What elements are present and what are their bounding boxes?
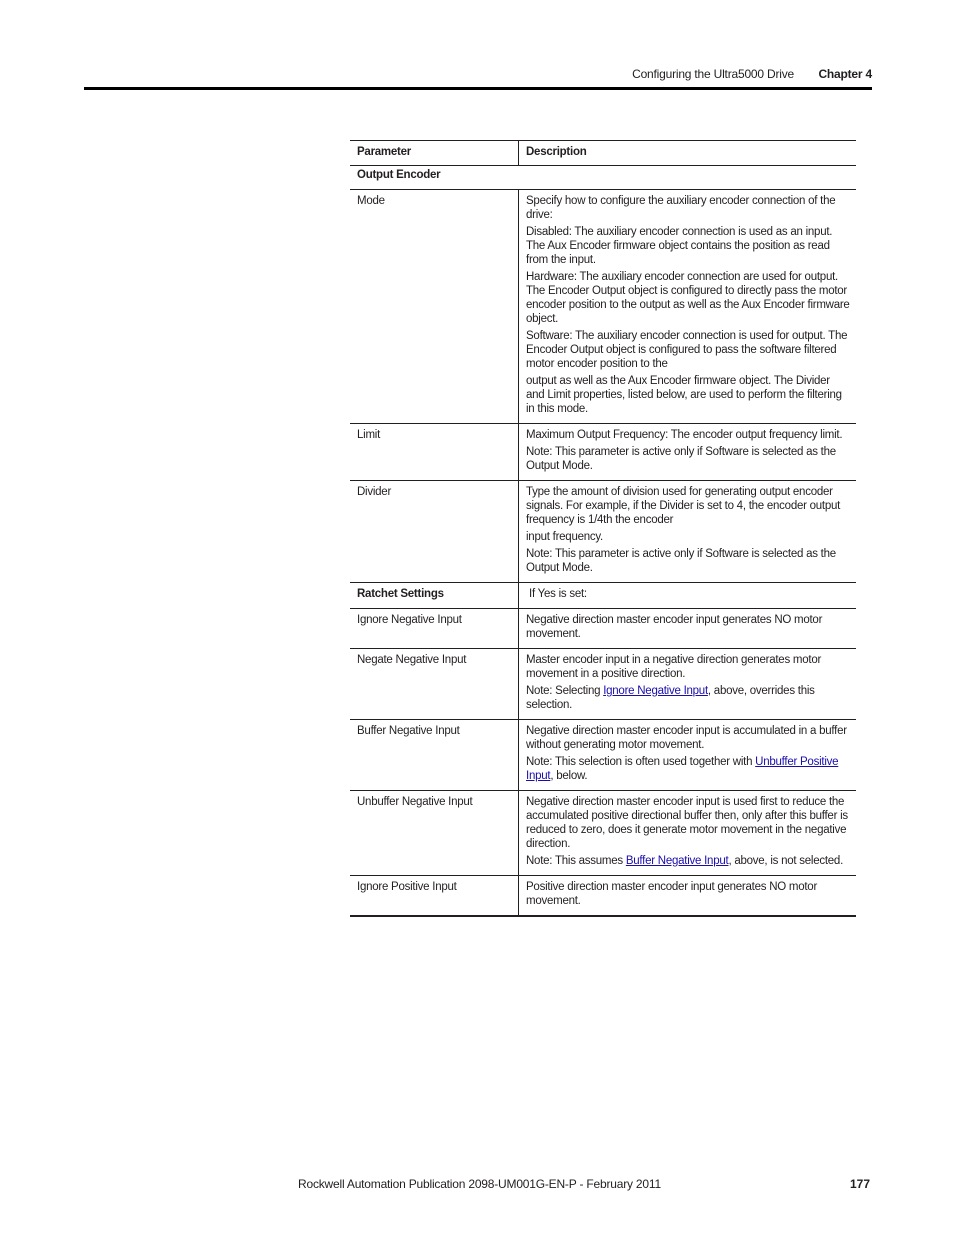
desc-note — [526, 755, 850, 783]
section-title-ratchet-settings: Ratchet Settings — [350, 583, 519, 609]
desc-divider — [519, 481, 857, 583]
desc-limit — [519, 424, 857, 481]
note-text: , below. — [550, 770, 588, 782]
column-header-description: Description — [519, 141, 857, 166]
desc-text: Software: The auxiliary encoder connection is used for output. The Encoder Output object is configured to pass the software filtered motor encoder position to the — [526, 330, 848, 370]
link-ignore-negative-input[interactable]: Ignore Negative Input — [603, 685, 708, 697]
param-unbuffer-negative-input: Unbuffer Negative Input — [350, 791, 519, 876]
desc-buffer-negative-input — [519, 720, 857, 791]
desc-text: Type the amount of division used for generating output encoder signals. For example, if the Divider is set to 4, the encoder output frequency is 1/4th the encoder — [526, 486, 841, 526]
param-mode: Mode — [350, 190, 519, 424]
desc-text: Maximum Output Frequency: The encoder output frequency limit. — [526, 429, 843, 441]
link-unbuffer-positive-input[interactable]: Unbuffer Positive Input — [526, 756, 839, 782]
param-ignore-positive-input: Ignore Positive Input — [350, 876, 519, 917]
desc-text: output as well as the Aux Encoder firmware object. The Divider and Limit properties, listed below, are used to perform the filtering in this mode. — [526, 375, 842, 415]
table-row — [350, 609, 856, 649]
param-buffer-negative-input: Buffer Negative Input — [350, 720, 519, 791]
param-negate-negative-input: Negate Negative Input — [350, 649, 519, 720]
desc-text: input frequency. — [526, 531, 603, 543]
table-row — [350, 424, 856, 481]
note-text: Note: This selection is often used together with — [526, 756, 756, 768]
desc-note — [526, 684, 850, 712]
desc-text: Disabled: The auxiliary encoder connection is used as an input. The Aux Encoder firmware object contains the position as read from the input. — [526, 226, 833, 266]
section-row-ratchet-settings — [350, 583, 856, 609]
ratchet-settings-desc: If Yes is set: — [519, 583, 857, 609]
desc-ignore-positive-input — [519, 876, 857, 917]
table-row — [350, 720, 856, 791]
desc-text: Hardware: The auxiliary encoder connection are used for output. The Encoder Output object is configured to directly pass the motor encoder position to the output as well as the Aux Encoder firmware object. — [526, 271, 850, 325]
desc-unbuffer-negative-input — [519, 791, 857, 876]
table-row — [350, 190, 856, 424]
section-title-output-encoder: Output Encoder — [350, 166, 856, 190]
header-chapter: Chapter 4 — [818, 67, 872, 81]
note-text: , above, is not selected. — [728, 855, 844, 867]
parameter-table — [350, 140, 856, 917]
footer-page-number: 177 — [849, 1177, 870, 1191]
desc-text: Negative direction master encoder input generates NO motor movement. — [526, 614, 823, 640]
note-text: Note: Selecting — [526, 685, 604, 697]
desc-text: Note: This parameter is active only if Software is selected as the Output Mode. — [526, 548, 836, 574]
note-text: , above, overrides this selection. — [526, 685, 815, 711]
param-divider: Divider — [350, 481, 519, 583]
param-limit: Limit — [350, 424, 519, 481]
param-ignore-negative-input: Ignore Negative Input — [350, 609, 519, 649]
footer-publication: Rockwell Automation Publication 2098-UM001G-EN-P - February 2011 — [298, 1177, 661, 1191]
table-row — [350, 791, 856, 876]
desc-text: Negative direction master encoder input is accumulated in a buffer without generating motor movement. — [526, 725, 847, 751]
desc-text: Master encoder input in a negative direction generates motor movement in a positive direction. — [526, 654, 822, 680]
desc-text: Negative direction master encoder input is used first to reduce the accumulated positive directional buffer then, only after this buffer is reduced to zero, does it generate motor movement in the negative direction. — [526, 796, 848, 850]
page-header — [84, 62, 872, 90]
table-header-row — [350, 141, 856, 166]
desc-ignore-negative-input — [519, 609, 857, 649]
desc-text: Note: This parameter is active only if Software is selected as the Output Mode. — [526, 446, 836, 472]
column-header-parameter: Parameter — [350, 141, 519, 166]
desc-negate-negative-input — [519, 649, 857, 720]
header-section-title: Configuring the Ultra5000 Drive — [632, 67, 794, 81]
desc-text: Specify how to configure the auxiliary encoder connection of the drive: — [526, 195, 836, 221]
desc-mode — [519, 190, 857, 424]
table-row — [350, 649, 856, 720]
note-text: Note: This assumes — [526, 855, 626, 867]
section-row-output-encoder — [350, 166, 856, 190]
desc-note — [526, 854, 850, 868]
link-buffer-negative-input[interactable]: Buffer Negative Input — [625, 855, 729, 867]
desc-text: Positive direction master encoder input generates NO motor movement. — [526, 881, 818, 907]
table-row — [350, 876, 856, 917]
table-row — [350, 481, 856, 583]
